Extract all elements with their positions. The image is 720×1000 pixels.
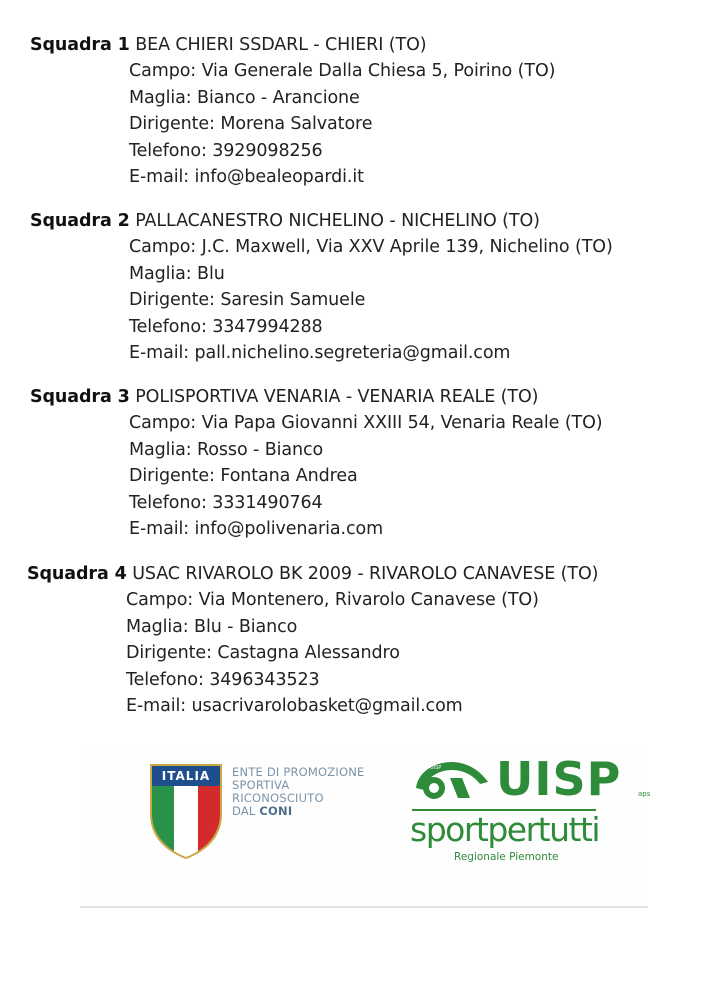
team-telefono: Telefono: 3347994288 — [129, 317, 323, 337]
team-dirigente: Dirigente: Fontana Andrea — [129, 466, 358, 486]
svg-text:UISP: UISP — [430, 765, 442, 771]
uisp-aps: aps — [638, 790, 651, 798]
team-email: E-mail: usacrivarolobasket@gmail.com — [126, 696, 463, 716]
team-maglia: Maglia: Blu — [129, 264, 225, 284]
team-label: Squadra 1 — [30, 35, 130, 55]
coni-line: RICONOSCIUTO — [232, 791, 324, 805]
coni-line: SPORTIVA — [232, 778, 290, 792]
team-label: Squadra 3 — [30, 387, 130, 407]
team-email: E-mail: info@bealeopardi.it — [129, 167, 364, 187]
team-label: Squadra 4 — [27, 564, 127, 584]
team-telefono: Telefono: 3496343523 — [126, 670, 320, 690]
team-name: USAC RIVAROLO BK 2009 - RIVAROLO CANAVESE (TO) — [132, 564, 599, 584]
team-header — [30, 208, 540, 234]
sponsor-footer — [80, 750, 651, 908]
team-dirigente: Dirigente: Morena Salvatore — [129, 114, 373, 134]
team-header — [30, 32, 427, 58]
team-header — [30, 384, 538, 410]
coni-bold: CONI — [259, 804, 293, 818]
team-campo: Campo: Via Montenero, Rivarolo Canavese (TO) — [126, 590, 539, 610]
coni-line: ENTE DI PROMOZIONE — [232, 765, 365, 779]
team-campo: Campo: Via Generale Dalla Chiesa 5, Poirino (TO) — [129, 61, 556, 81]
uisp-emblem-icon — [410, 758, 494, 802]
svg-text:ITALIA: ITALIA — [161, 769, 211, 783]
team-name: BEA CHIERI SSDARL - CHIERI (TO) — [135, 35, 427, 55]
team-telefono: Telefono: 3929098256 — [129, 141, 323, 161]
team-dirigente: Dirigente: Castagna Alessandro — [126, 643, 400, 663]
team-campo: Campo: Via Papa Giovanni XXIII 54, Venaria Reale (TO) — [129, 413, 603, 433]
team-campo: Campo: J.C. Maxwell, Via XXV Aprile 139, Nichelino (TO) — [129, 237, 613, 257]
team-telefono: Telefono: 3331490764 — [129, 493, 323, 513]
team-email: E-mail: pall.nichelino.segreteria@gmail.com — [129, 343, 511, 363]
team-maglia: Maglia: Rosso - Bianco — [129, 440, 324, 460]
coni-recognition-text — [232, 766, 364, 818]
team-label: Squadra 2 — [30, 211, 130, 231]
team-maglia: Maglia: Bianco - Arancione — [129, 88, 360, 108]
team-name: PALLACANESTRO NICHELINO - NICHELINO (TO) — [135, 211, 540, 231]
sportpertutti-wordmark: sportpertutti — [410, 810, 600, 849]
team-name: POLISPORTIVA VENARIA - VENARIA REALE (TO) — [135, 387, 539, 407]
team-header — [27, 561, 598, 587]
team-email: E-mail: info@polivenaria.com — [129, 519, 384, 539]
regionale-piemonte: Regionale Piemonte — [454, 851, 559, 863]
team-dirigente: Dirigente: Saresin Samuele — [129, 290, 366, 310]
coni-line — [232, 805, 364, 818]
coni-italia-shield-icon — [148, 762, 224, 860]
coni-prefix: DAL — [232, 804, 260, 818]
uisp-wordmark: UISP — [496, 752, 622, 806]
team-maglia: Maglia: Blu - Bianco — [126, 617, 298, 637]
